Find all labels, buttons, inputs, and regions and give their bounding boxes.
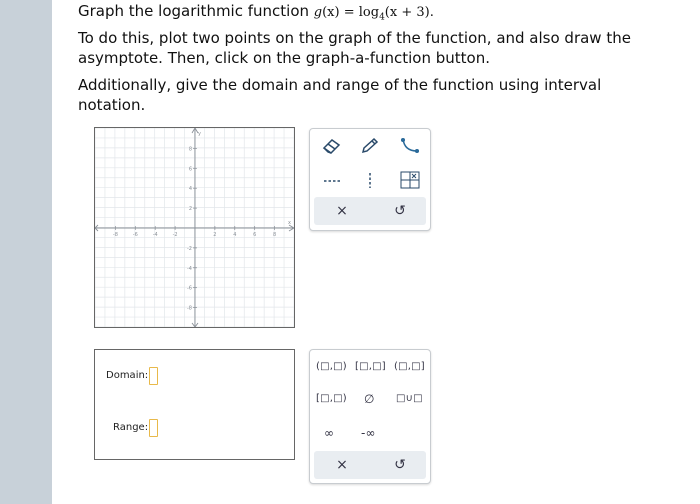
closed-closed-interval-button[interactable]: [□,□]	[355, 361, 386, 372]
x-tick-label: 8	[273, 232, 277, 238]
clear-answer-button[interactable]: ×	[336, 457, 348, 473]
x-tick-label: -8	[112, 232, 118, 238]
domain-range-box	[94, 349, 295, 460]
y-tick-label: 8	[188, 146, 192, 153]
infinity-button[interactable]: ∞	[324, 426, 335, 440]
empty-set-button[interactable]: ∅	[364, 392, 375, 406]
domain-label: Domain:	[106, 370, 149, 381]
undo-answer-button[interactable]: ↺	[394, 457, 406, 473]
y-tick-label: -2	[187, 245, 192, 252]
negative-infinity-button[interactable]: -∞	[361, 426, 376, 440]
x-axis-label: x	[288, 220, 291, 226]
graph-function-icon[interactable]	[396, 169, 424, 191]
instruction-line-1: Graph the logarithmic function $g(x) = \log_4(x + 3)$.	[78, 2, 434, 23]
range-label: Range:	[113, 422, 149, 433]
x-tick-label: -4	[152, 232, 158, 238]
open-open-interval-button[interactable]: (□,□)	[316, 361, 347, 372]
x-tick-label: 6	[253, 232, 257, 238]
range-input[interactable]	[149, 419, 158, 437]
graph-tools-panel	[309, 128, 431, 231]
x-tick-label: -2	[172, 232, 178, 238]
undo-graph-button[interactable]: ↺	[394, 203, 406, 219]
function-expression: $g(x) = \log_4(x + 3)$.	[313, 5, 434, 23]
y-tick-label: -4	[187, 265, 192, 272]
y-tick-label: -8	[187, 305, 192, 312]
clear-graph-button[interactable]: ×	[336, 203, 348, 219]
closed-open-interval-button[interactable]: [□,□)	[316, 393, 347, 404]
vertical-dashed-line-icon[interactable]	[356, 169, 384, 191]
y-tick-label: 4	[188, 186, 192, 193]
y-tick-label: 2	[188, 206, 192, 213]
graph-canvas[interactable]	[94, 127, 295, 328]
union-button[interactable]: □∪□	[396, 393, 423, 404]
x-tick-label: -6	[132, 232, 138, 238]
instruction-paragraph-3: Additionally, give the domain and range of the function using interval notation.	[78, 76, 602, 114]
y-tick-label: -6	[187, 285, 192, 292]
y-axis-label: y	[198, 131, 201, 137]
pencil-icon[interactable]	[356, 135, 384, 157]
tools-action-bar	[314, 197, 426, 225]
left-sidebar-strip	[0, 0, 52, 504]
y-tick-label: 6	[188, 166, 192, 173]
dashed-line-icon[interactable]	[318, 169, 346, 191]
interval-notation-keypad	[309, 349, 431, 484]
keypad-action-bar	[314, 451, 426, 479]
eraser-icon[interactable]	[318, 135, 346, 157]
domain-input[interactable]	[149, 367, 158, 385]
curve-tool-icon[interactable]	[396, 135, 424, 157]
open-closed-interval-button[interactable]: (□,□]	[394, 361, 425, 372]
x-tick-label: 2	[213, 232, 217, 238]
instruction-paragraph-2: To do this, plot two points on the graph of the function, and also draw the asymptote. Then, click on the graph-a-function button.	[78, 29, 631, 67]
coordinate-plane[interactable]	[95, 128, 294, 327]
x-tick-label: 4	[233, 232, 237, 238]
